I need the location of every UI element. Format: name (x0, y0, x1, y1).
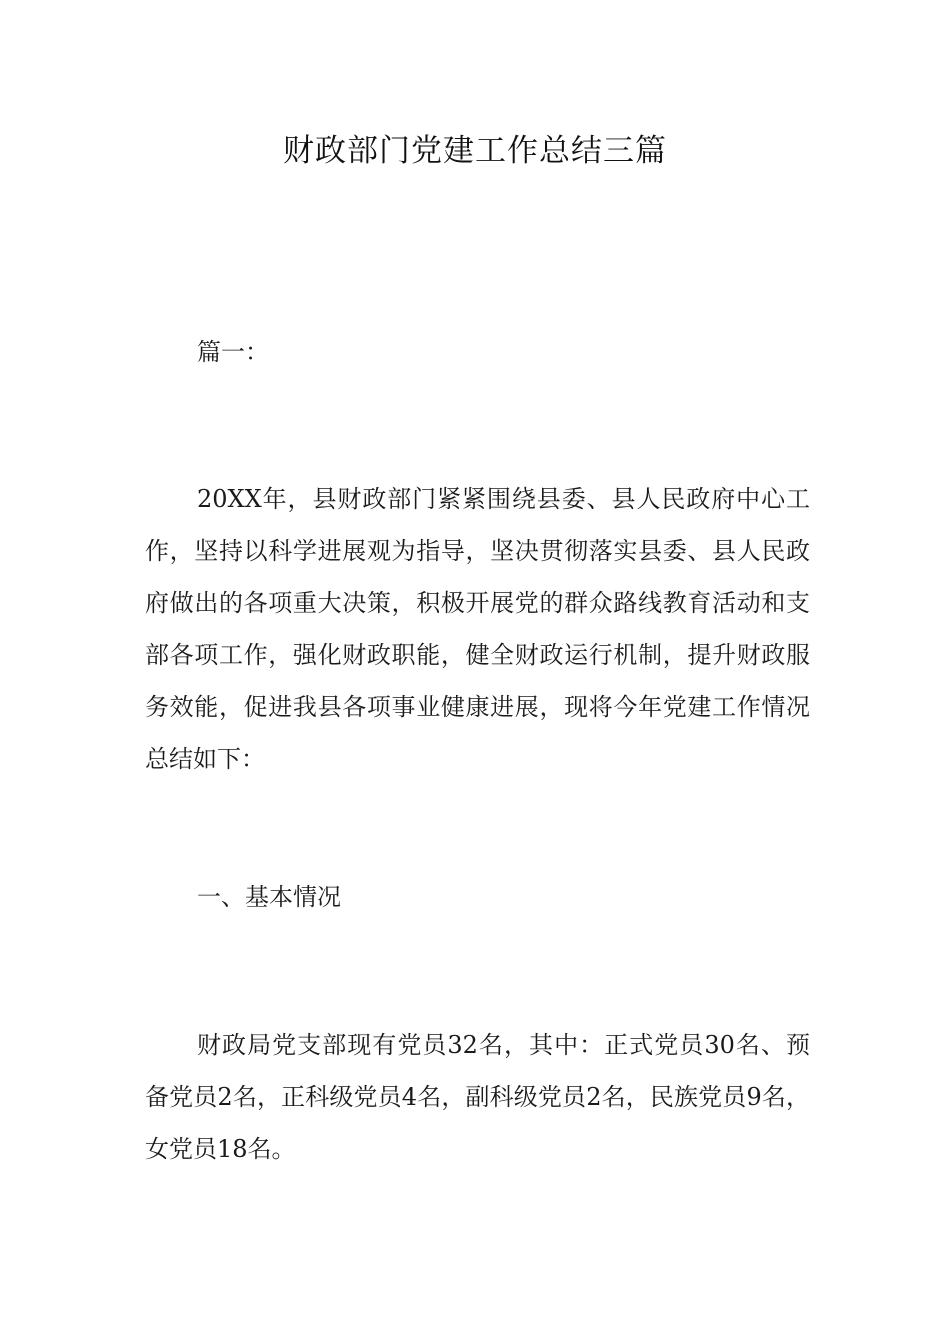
intro-paragraph: 20XX年，县财政部门紧紧围绕县委、县人民政府中心工作，坚持以科学进展观为指导，坚决贯彻落实县委、县人民政府做出的各项重大决策，积极开展党的群众路线教育活动和支部各项工作，强化财政职能，健全财政运行机制，提升财政服务效能，促进我县各项事业健康进展，现将今年党建工作情况总结如下： (145, 485, 810, 773)
document-title: 财政部门党建工作总结三篇 (283, 133, 667, 169)
basic-info-paragraph: 财政局党支部现有党员32名，其中：正式党员30名、预备党员2名，正科级党员4名，副科级党员2名，民族党员9名，女党员18名。 (145, 1031, 810, 1163)
section-label: 篇一： (197, 338, 269, 366)
section-heading: 一、基本情况 (197, 883, 341, 911)
